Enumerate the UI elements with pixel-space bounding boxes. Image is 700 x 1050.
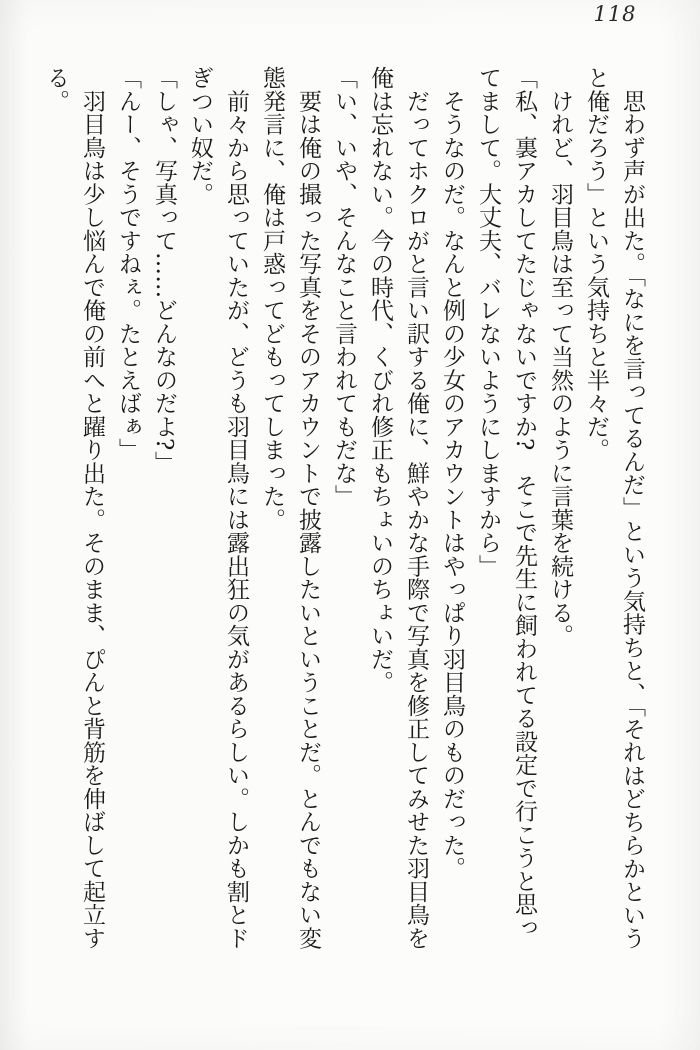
text-line: 前々から思っていたが、どうも羽目鳥には露出狂の気があるらしい。しかも割とド [223, 66, 249, 950]
page-text-block [38, 66, 650, 986]
text-line: だってホクロがと言い訳する俺に、鮮やかな手際で写真を修正してみせた羽目鳥を [403, 66, 429, 950]
text-line: けれど、羽目鳥は至って当然のように言葉を続ける。 [547, 66, 573, 648]
text-line: 羽目鳥は少し悩んで俺の前へと躍り出た。そのまま、ぴんと背筋を伸ばして起立す [79, 66, 105, 950]
page-number: 118 [593, 2, 637, 26]
text-line: 俺は忘れない。今の時代、くびれ修正もちょいのちょいだ。 [367, 66, 393, 694]
text-line: 「い、いや、そんなこと言われてもだな」 [331, 66, 357, 508]
text-line: 「んー、そうですねぇ。たとえばぁ」 [115, 66, 141, 462]
text-line: と俺だろう」という気持ちと半々だ。 [583, 66, 609, 462]
text-line: 「しゃ、写真って……どんなのだよ?」 [151, 66, 177, 474]
text-line: てまして。大丈夫、バレないようにしますから」 [475, 66, 501, 578]
text-line: ぎつい奴だ。 [187, 66, 213, 206]
text-line: る。 [43, 66, 69, 113]
text-line: そうなのだ。なんと例の少女のアカウントはやっぱり羽目鳥のものだった。 [439, 66, 465, 880]
text-line: 態発言に、俺は戸惑ってどもってしまった。 [259, 66, 285, 531]
text-line: 「私、裏アカしてたじゃないですか? そこで先生に飼われてる設定で行こうと思っ [511, 66, 537, 939]
text-line: 思わず声が出た。「なにを言ってるんだ」という気持ちと、「それはどちらかという [619, 66, 645, 950]
text-line: 要は俺の撮った写真をそのアカウントで披露したいということだ。とんでもない変 [295, 66, 321, 950]
